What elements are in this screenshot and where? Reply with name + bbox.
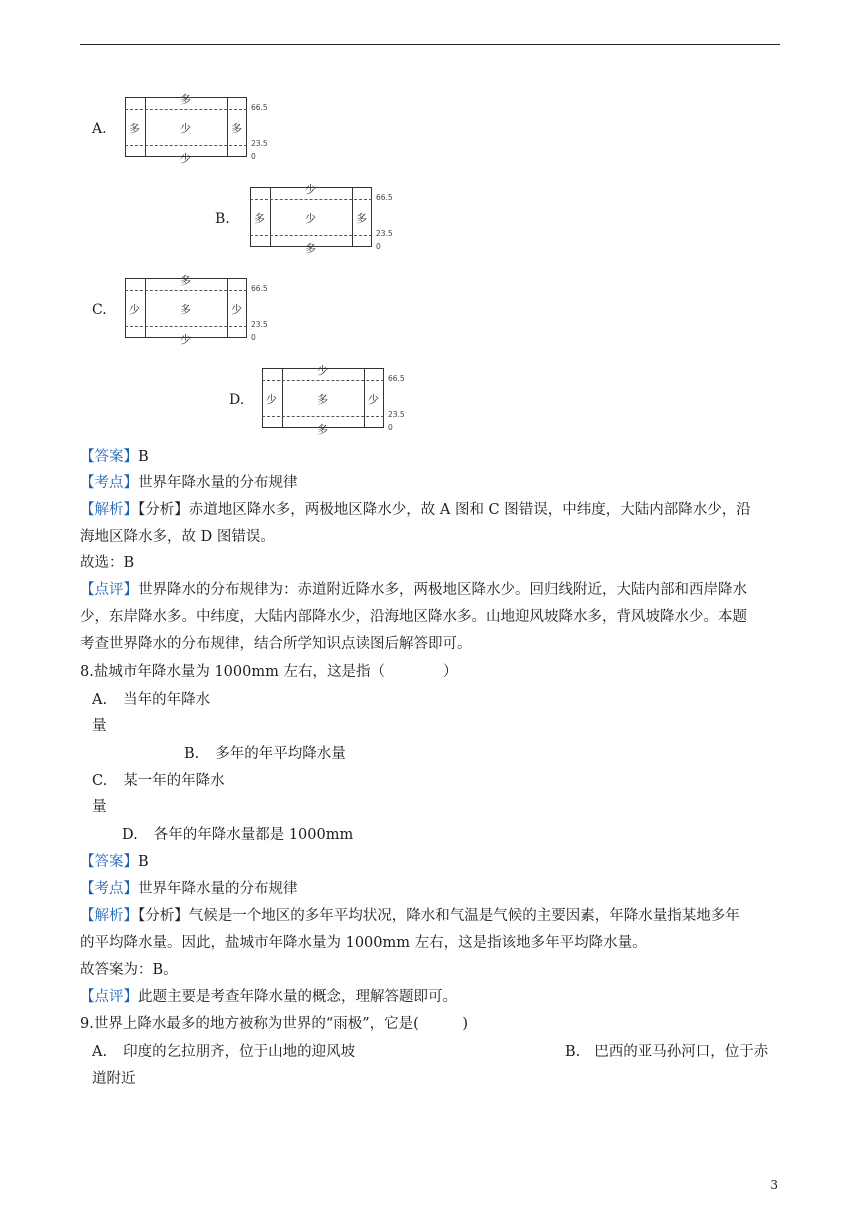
q9-option-b[interactable] bbox=[565, 1042, 768, 1062]
answer-tag: 【答案】 bbox=[80, 449, 138, 465]
diagram-label-bottom: 多 bbox=[305, 242, 316, 255]
q7-option-letter[interactable]: C. bbox=[92, 302, 107, 318]
latitude-tick-label: 23.5 bbox=[376, 229, 393, 238]
latitude-tick-label: 66.5 bbox=[388, 374, 405, 383]
option-letter: A. bbox=[92, 1044, 108, 1060]
q7-comment-cont-1: 少，东岸降水多。中纬度，大陆内部降水少，沿海地区降水多。山地迎风坡降水多，背风坡降水少。本题 bbox=[80, 609, 747, 625]
q7-analysis bbox=[80, 500, 751, 520]
answer-value: B bbox=[138, 449, 149, 465]
diagram-vertical-divider bbox=[145, 278, 146, 338]
option-letter: D. bbox=[122, 827, 138, 843]
latitude-tick-label: 66.5 bbox=[376, 193, 393, 202]
q8-comment bbox=[80, 987, 457, 1007]
diagram-vertical-divider bbox=[282, 368, 283, 428]
diagram-vertical-divider bbox=[227, 97, 228, 157]
latitude-tick-label: 23.5 bbox=[388, 410, 405, 419]
diagram-label-center: 多 bbox=[317, 393, 328, 406]
q7-option-letter[interactable]: B. bbox=[215, 211, 230, 227]
diagram-label-bottom: 多 bbox=[317, 423, 328, 436]
diagram-latitude-dashed-line bbox=[250, 235, 372, 236]
comment-tag: 【点评】 bbox=[80, 582, 138, 598]
diagram-label-left: 少 bbox=[129, 303, 140, 316]
diagram-latitude-dashed-line bbox=[262, 416, 384, 417]
point-tag: 【考点】 bbox=[80, 475, 138, 491]
q7-point bbox=[80, 473, 298, 493]
q8-option-d[interactable] bbox=[122, 825, 353, 845]
comment-text: 世界降水的分布规律为：赤道附近降水多，两极地区降水少。回归线附近，大陆内部和西岸降水 bbox=[138, 582, 747, 598]
latitude-tick-label: 66.5 bbox=[251, 103, 268, 112]
header-rule bbox=[80, 44, 780, 45]
analysis-text: 【分析】赤道地区降水多，两极地区降水少，故 A 图和 C 图错误，中纬度，大陆内部降水少，沿 bbox=[138, 502, 751, 518]
option-letter: A. bbox=[92, 692, 108, 708]
q8-option-a-wrap: 量 bbox=[92, 718, 107, 734]
point-text: 世界年降水量的分布规律 bbox=[138, 475, 298, 491]
option-text: 印度的乞拉朋齐，位于山地的迎风坡 bbox=[123, 1044, 356, 1060]
page-number: 3 bbox=[770, 1178, 778, 1192]
latitude-tick-label: 23.5 bbox=[251, 320, 268, 329]
diagram-label-top: 多 bbox=[180, 274, 191, 287]
q9-option-a[interactable] bbox=[92, 1042, 355, 1062]
option-letter: B. bbox=[565, 1044, 581, 1060]
q8-option-c[interactable] bbox=[92, 771, 225, 791]
latitude-tick-label: 0 bbox=[388, 423, 393, 432]
q8-choice: 故答案为：B。 bbox=[80, 962, 178, 978]
diagram-label-right: 少 bbox=[368, 393, 379, 406]
answer-value: B bbox=[138, 854, 149, 870]
diagram-vertical-divider bbox=[227, 278, 228, 338]
diagram-label-right: 多 bbox=[356, 212, 367, 225]
diagram-latitude-dashed-line bbox=[125, 109, 247, 110]
q7-comment-cont-2: 考查世界降水的分布规律，结合所学知识点读图后解答即可。 bbox=[80, 636, 472, 652]
diagram-label-left: 多 bbox=[254, 212, 265, 225]
diagram-latitude-dashed-line bbox=[125, 290, 247, 291]
q8-analysis bbox=[80, 906, 740, 926]
q7-answer bbox=[80, 447, 149, 467]
q7-comment bbox=[80, 580, 747, 600]
diagram-label-bottom: 少 bbox=[180, 333, 191, 346]
diagram-label-left: 多 bbox=[129, 122, 140, 135]
latitude-tick-label: 66.5 bbox=[251, 284, 268, 293]
diagram-label-top: 多 bbox=[180, 93, 191, 106]
answer-tag: 【答案】 bbox=[80, 854, 138, 870]
diagram-latitude-dashed-line bbox=[262, 380, 384, 381]
q8-stem: 8.盐城市年降水量为 1000mm 左右，这是指（ ） bbox=[80, 664, 458, 680]
q8-option-a[interactable] bbox=[92, 690, 210, 710]
latitude-tick-label: 23.5 bbox=[251, 139, 268, 148]
diagram-vertical-divider bbox=[352, 187, 353, 247]
q8-point bbox=[80, 879, 298, 899]
latitude-tick-label: 0 bbox=[251, 333, 256, 342]
diagram-label-right: 少 bbox=[231, 303, 242, 316]
diagram-latitude-dashed-line bbox=[125, 145, 247, 146]
diagram-label-right: 多 bbox=[231, 122, 242, 135]
diagram-label-left: 少 bbox=[266, 393, 277, 406]
point-text: 世界年降水量的分布规律 bbox=[138, 881, 298, 897]
precipitation-zone-diagram bbox=[250, 183, 412, 255]
option-letter: C. bbox=[92, 773, 108, 789]
option-text: 各年的年降水量都是 1000mm bbox=[153, 827, 354, 843]
option-text: 某一年的年降水 bbox=[123, 773, 225, 789]
diagram-label-bottom: 少 bbox=[180, 152, 191, 165]
option-text: 巴西的亚马孙河口，位于赤 bbox=[594, 1044, 769, 1060]
diagram-label-center: 少 bbox=[180, 122, 191, 135]
precipitation-zone-diagram bbox=[125, 93, 287, 165]
q9-option-b-wrap: 道附近 bbox=[92, 1071, 136, 1087]
precipitation-zone-diagram bbox=[125, 274, 287, 346]
option-text: 当年的年降水 bbox=[123, 692, 211, 708]
q7-option-letter[interactable]: D. bbox=[229, 392, 245, 408]
option-text: 多年的年平均降水量 bbox=[215, 746, 346, 762]
analysis-text: 【分析】气候是一个地区的多年平均状况，降水和气温是气候的主要因素，年降水量指某地多年 bbox=[138, 908, 740, 924]
latitude-tick-label: 0 bbox=[251, 152, 256, 161]
q7-choice: 故选：B bbox=[80, 555, 135, 571]
diagram-label-top: 少 bbox=[305, 183, 316, 196]
diagram-latitude-dashed-line bbox=[125, 326, 247, 327]
diagram-vertical-divider bbox=[145, 97, 146, 157]
comment-tag: 【点评】 bbox=[80, 989, 138, 1005]
q8-answer bbox=[80, 852, 149, 872]
comment-text: 此题主要是考查年降水量的概念，理解答题即可。 bbox=[138, 989, 457, 1005]
q8-option-c-wrap: 量 bbox=[92, 799, 107, 815]
diagram-label-center: 多 bbox=[180, 303, 191, 316]
diagram-vertical-divider bbox=[270, 187, 271, 247]
q8-analysis-cont: 的平均降水量。因此，盐城市年降水量为 1000mm 左右，这是指该地多年平均降水量。 bbox=[80, 935, 647, 951]
latitude-tick-label: 0 bbox=[376, 242, 381, 251]
diagram-vertical-divider bbox=[364, 368, 365, 428]
diagram-latitude-dashed-line bbox=[250, 199, 372, 200]
precipitation-zone-diagram bbox=[262, 364, 424, 436]
analysis-tag: 【解析】 bbox=[80, 502, 138, 518]
option-letter: B. bbox=[184, 746, 200, 762]
analysis-tag: 【解析】 bbox=[80, 908, 138, 924]
diagram-label-center: 少 bbox=[305, 212, 316, 225]
q9-stem: 9.世界上降水最多的地方被称为世界的“雨极”，它是( ) bbox=[80, 1016, 468, 1032]
q7-option-letter[interactable]: A. bbox=[92, 121, 107, 137]
point-tag: 【考点】 bbox=[80, 881, 138, 897]
q7-analysis-cont: 海地区降水多，故 D 图错误。 bbox=[80, 529, 275, 545]
q8-option-b[interactable] bbox=[184, 744, 346, 764]
diagram-label-top: 少 bbox=[317, 364, 328, 377]
